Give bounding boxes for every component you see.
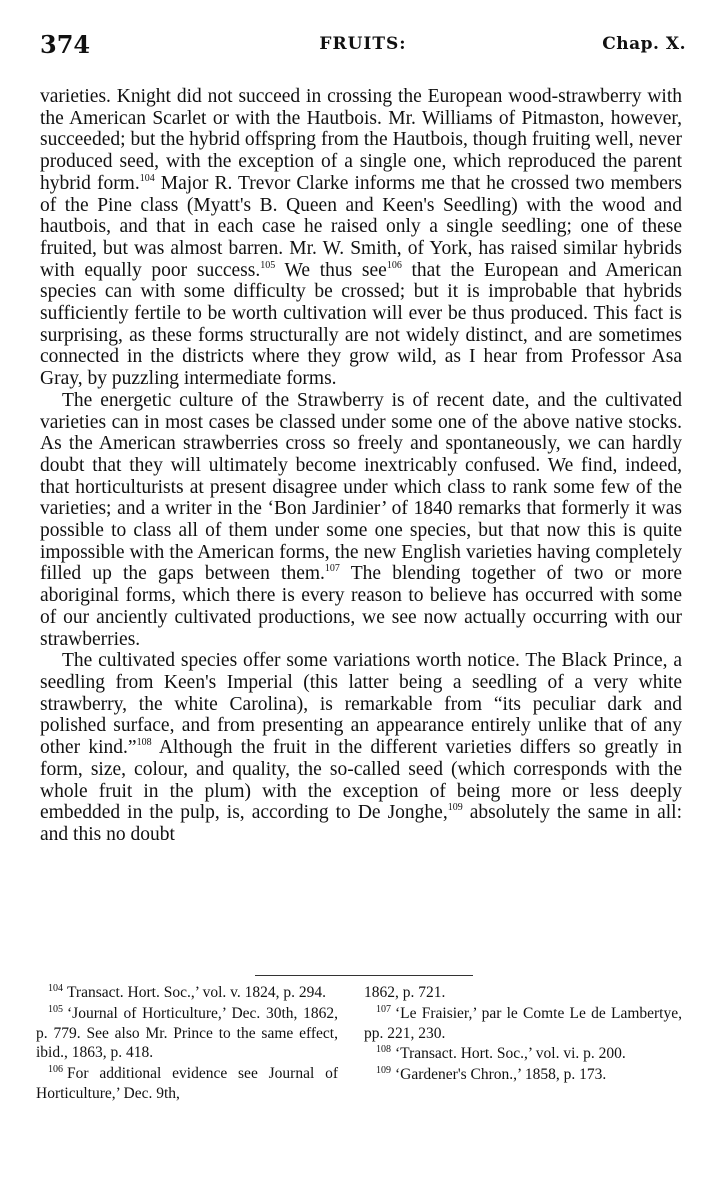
footnote-106-continued: 1862, p. 721. <box>364 984 446 1001</box>
chapter-label: Chap. X. <box>602 34 686 54</box>
page-number: 374 <box>40 30 91 59</box>
footnote-107: $^{107}$ ‘Le Fraisier,’ par le Comte Le de Lambertye, pp. 221, 230. <box>364 1003 682 1042</box>
running-title: FRUITS: <box>319 34 407 54</box>
main-text <box>40 86 682 846</box>
footnotes-left-column <box>36 983 338 1105</box>
footnote-ref-105[interactable]: 105 <box>260 259 276 271</box>
page-header <box>40 30 686 60</box>
footnote-104: $^{104}$ Transact. Hort. Soc.,’ vol. v. 1824, p. 294. <box>48 983 327 1001</box>
footnote-ref-107[interactable]: 107 <box>324 563 340 575</box>
footnote-109: $^{109}$ ‘Gardener's Chron.,’ 1858, p. 173. <box>376 1065 607 1084</box>
paragraph-1: varieties. Knight did not succeed in crossing the European wood-strawberry with the American Scarlet or with the Hautbois. Mr. Williams of Pitmaston, however, succeeded; but the hybrid offspring from the Hautbois, though fruiting well, never produced seed, with the exception of a single one, which reproduced the parent hybrid form.$^{104}$ Major R. Trevor Clarke informs me that he crossed two members of the Pine class (Myatt's B. Queen and Keen's Seedling) with the wood and hautbois, and that in each case he raised only a single seedling; one of these fruited, but was almost barren. Mr. W. Smith, of York, has raised similar hybrids with equally poor success.$^{105}$ We thus see$^{106}$ that the European and American species can with some difficulty be crossed; but it is improbable that hybrids sufficiently fertile to be worth cultivation will ever be thus produced. This fact is surprising, as these forms structurally are not widely distinct, and are sometimes connected in the districts where they grow wild, as I hear from Professor Asa Gray, by puzzling intermediate forms. <box>40 86 682 390</box>
paragraph-2: The energetic culture of the Strawberry is of recent date, and the cultivated varieties can in most cases be classed under some one of the above native stocks. As the American strawberries cross so freely and spontaneously, we can hardly doubt that they will ultimately become inextricably confused. We find, indeed, that horticulturists at present disagree under which class to rank some few of the varieties; and a writer in the ‘Bon Jardinier’ of 1840 remarks that formerly it was possible to class all of them under some one species, but that now this is quite impossible with the American forms, the new English varieties having completely filled up the gaps between them.$^{107}$ The blending together of two or more aboriginal forms, which there is every reason to believe has occurred with some of our anciently cultivated productions, we see now actually occurring with our strawberries. <box>40 389 682 650</box>
footnote-106: $^{106}$ For additional evidence see Journal of Horticulture,’ Dec. 9th, <box>36 1064 338 1102</box>
footnotes-right-column <box>364 983 682 1086</box>
footnote-ref-104[interactable]: 104 <box>139 172 155 184</box>
paragraph-3: The cultivated species offer some variations worth notice. The Black Prince, a seedling from Keen's Imperial (this latter being a seedling of a very white strawberry, the white Carolina), is remarkable from “its peculiar dark and polished surface, and from presenting an appearance entirely unlike that of any other kind.”$^{108}$ Although the fruit in the different varieties differs so greatly in form, size, colour, and quality, the so-called seed (which corresponds with the whole fruit in the plum) with the exception of being more or less deeply embedded in the pulp, is, according to De Jonghe,$^{109}$ absolutely the same in all: and this no doubt <box>40 650 682 845</box>
footnote-ref-109[interactable]: 109 <box>447 802 463 814</box>
footnote-ref-108[interactable]: 108 <box>136 737 152 749</box>
footnote-divider <box>255 975 473 976</box>
footnote-108: $^{108}$ ‘Transact. Hort. Soc.,’ vol. vi. p. 200. <box>376 1044 626 1063</box>
footnote-ref-106[interactable]: 106 <box>386 259 402 271</box>
footnote-105: $^{105}$ ‘Journal of Horticulture,’ Dec. 30th, 1862, p. 779. See also Mr. Prince to the same effect, ibid., 1863, p. 418. <box>36 1003 338 1062</box>
